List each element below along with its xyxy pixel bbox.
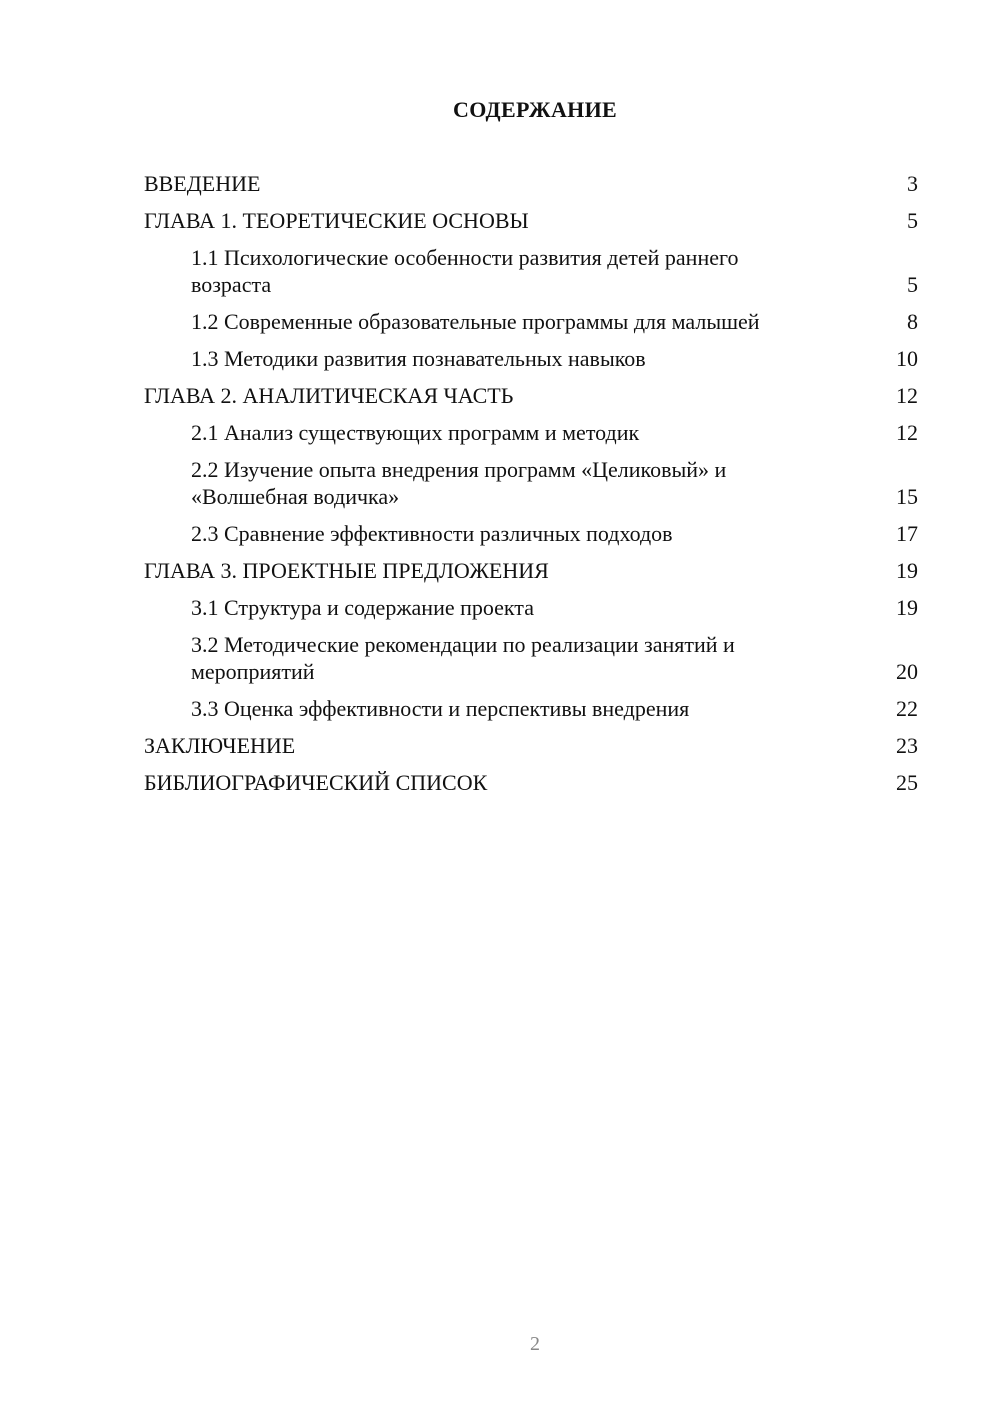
toc-entry-label: ГЛАВА 1. ТЕОРЕТИЧЕСКИЕ ОСНОВЫ	[144, 208, 529, 233]
toc-chapter-entry	[144, 557, 918, 584]
toc-section-entry	[144, 520, 918, 547]
toc-entry-page-number: 3	[907, 171, 918, 196]
toc-entry-label: 3.3 Оценка эффективности и перспективы внедрения	[191, 696, 690, 721]
toc-section-entry	[144, 456, 918, 510]
toc-entry-page-number: 20	[896, 659, 918, 684]
toc-chapter-entry	[144, 769, 918, 796]
toc-entry-page-number: 25	[896, 770, 918, 795]
toc-entry-page-number: 22	[896, 696, 918, 721]
table-of-contents	[144, 170, 918, 806]
toc-entry-label: 1.2 Современные образовательные программы для малышей	[191, 309, 760, 334]
toc-entry-page-number: 23	[896, 733, 918, 758]
toc-entry-page-number: 5	[907, 208, 918, 233]
toc-section-entry	[144, 244, 918, 298]
toc-section-entry	[144, 345, 918, 372]
toc-entry-page-number: 5	[907, 272, 918, 297]
toc-entry-label: ВВЕДЕНИЕ	[144, 171, 261, 196]
page-number: 2	[530, 1333, 540, 1355]
toc-entry-label: ГЛАВА 2. АНАЛИТИЧЕСКАЯ ЧАСТЬ	[144, 383, 514, 408]
toc-entry-label: ГЛАВА 3. ПРОЕКТНЫЕ ПРЕДЛОЖЕНИЯ	[144, 558, 549, 583]
toc-entry-label: 3.2 Методические рекомендации по реализации занятий и мероприятий	[191, 632, 735, 684]
toc-section-entry	[144, 594, 918, 621]
toc-section-entry	[144, 695, 918, 722]
toc-entry-page-number: 12	[896, 420, 918, 445]
toc-entry-label: БИБЛИОГРАФИЧЕСКИЙ СПИСОК	[144, 770, 488, 795]
page-title: СОДЕРЖАНИЕ	[453, 97, 617, 122]
toc-entry-label: 2.3 Сравнение эффективности различных подходов	[191, 521, 673, 546]
toc-chapter-entry	[144, 382, 918, 409]
toc-entry-label: 3.1 Структура и содержание проекта	[191, 595, 534, 620]
toc-entry-page-number: 12	[896, 383, 918, 408]
toc-entry-page-number: 19	[896, 558, 918, 583]
toc-section-entry	[144, 419, 918, 446]
toc-chapter-entry	[144, 170, 918, 197]
toc-section-entry	[144, 308, 918, 335]
toc-entry-label: ЗАКЛЮЧЕНИЕ	[144, 733, 296, 758]
toc-chapter-entry	[144, 732, 918, 759]
toc-entry-page-number: 10	[896, 346, 918, 371]
toc-entry-label: 2.2 Изучение опыта внедрения программ «Целиковый» и «Волшебная водичка»	[191, 457, 727, 509]
toc-entry-page-number: 17	[896, 521, 918, 546]
toc-entry-page-number: 8	[907, 309, 918, 334]
toc-entry-label: 1.1 Психологические особенности развития детей раннего возраста	[191, 245, 739, 297]
toc-entry-label: 2.1 Анализ существующих программ и методик	[191, 420, 640, 445]
toc-entry-page-number: 15	[896, 484, 918, 509]
toc-section-entry	[144, 631, 918, 685]
toc-chapter-entry	[144, 207, 918, 234]
toc-entry-label: 1.3 Методики развития познавательных навыков	[191, 346, 646, 371]
toc-entry-page-number: 19	[896, 595, 918, 620]
